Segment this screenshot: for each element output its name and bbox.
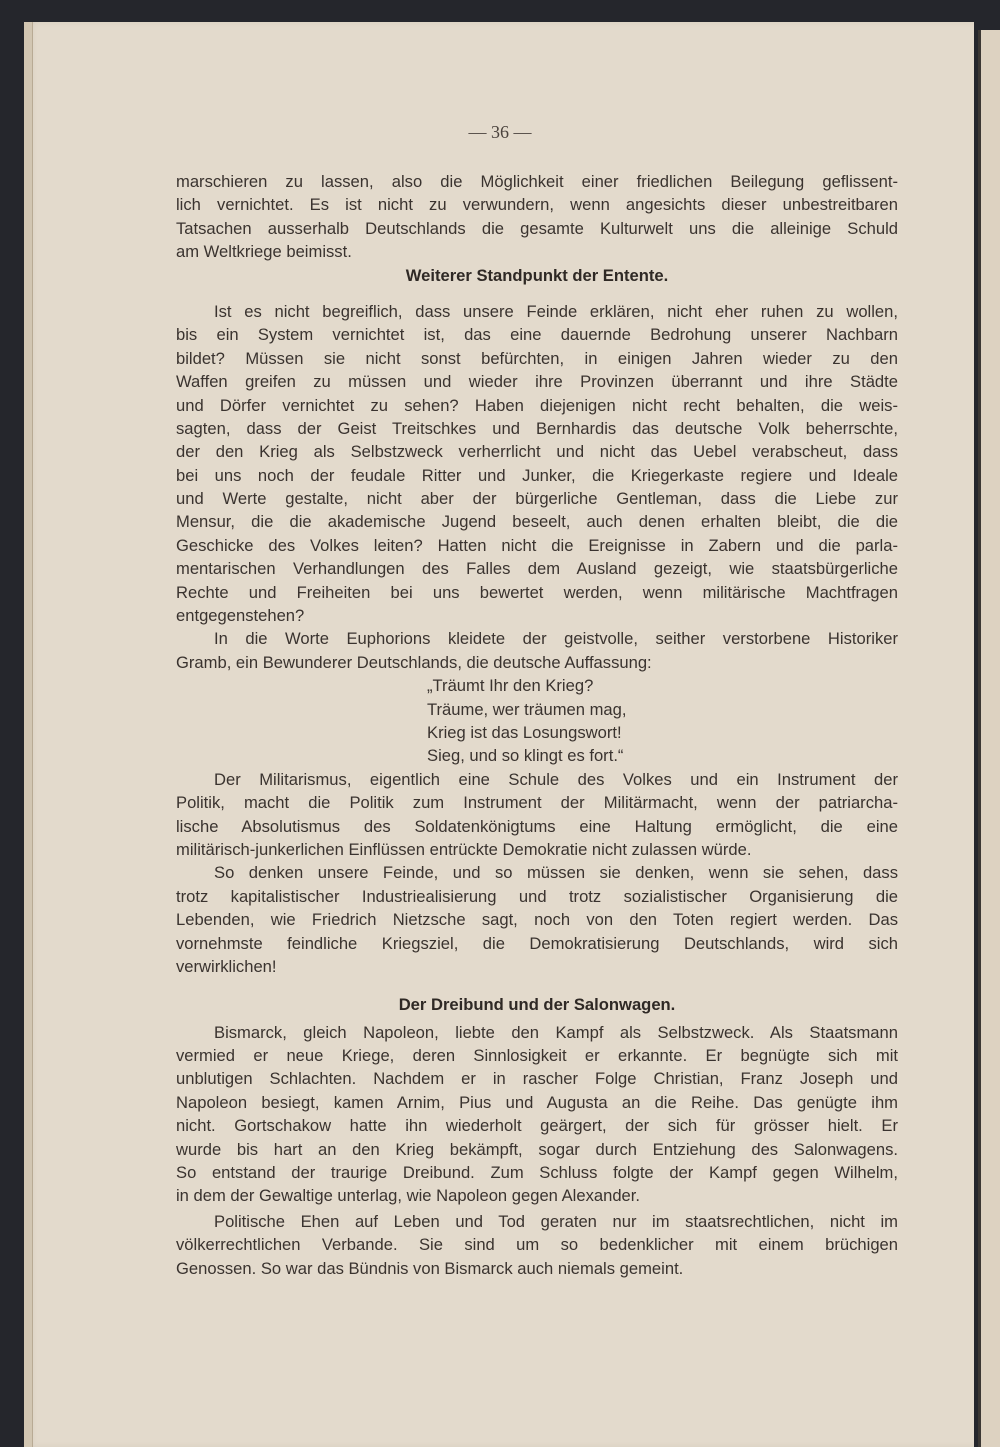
poem-quote — [176, 674, 898, 768]
text-line: Politische Ehen auf Leben und Tod geraten nur im staatsrechtlichen, nicht im — [214, 1211, 898, 1231]
text-line: Krieg ist das Losungswort! — [427, 722, 622, 742]
text-line: bildet? Müssen sie nicht sonst befürchten, in einigen Jahren wieder zu den — [176, 348, 898, 368]
text-line: trotz kapitalistischer Industriealisierung und trotz sozialistischer Organisierung die — [176, 886, 898, 906]
text-line: Der Militarismus, eigentlich eine Schule des Volkes und ein Instrument der — [214, 769, 898, 789]
text-line: So denken unsere Feinde, und so müssen sie denken, wenn sie sehen, dass — [214, 863, 898, 883]
text-line: „Träumt Ihr den Krieg? — [427, 676, 594, 696]
paragraph — [176, 170, 898, 264]
page-number: — 36 — — [468, 122, 532, 142]
text-line: mentarischen Verhandlungen des Falles dem Ausland gezeigt, wie staatsbürgerliche — [176, 559, 898, 579]
text-line: Napoleon besiegt, kamen Arnim, Pius und Augusta an die Reihe. Das genügte ihm — [176, 1092, 898, 1112]
text-line: So entstand der traurige Dreibund. Zum Schluss folgte der Kampf gegen Wilhelm, — [176, 1163, 898, 1183]
text-line: Politik, macht die Politik zum Instrument der Militärmacht, wenn der patriarcha- — [176, 793, 898, 813]
text-line: sagten, dass der Geist Treitschkes und Bernhardis das deutsche Volk beherrschte, — [176, 418, 898, 438]
text-line: In die Worte Euphorions kleidete der geistvolle, seither verstorbene Historiker — [214, 629, 898, 649]
text-line: nicht. Gortschakow hatte ihn wiederholt geärgert, der sich für grösser hielt. Er — [176, 1116, 898, 1136]
text-line: bis ein System vernichtet ist, das eine dauernde Bedrohung unserer Nachbarn — [176, 325, 898, 345]
text-line: militärisch-junkerlichen Einflüssen entrückte Demokratie nicht zulassen würde. — [176, 839, 752, 859]
paragraph — [176, 627, 898, 674]
text-line: Lebenden, wie Friedrich Nietzsche sagt, noch von den Toten regiert werden. Das — [176, 910, 898, 930]
body-text — [176, 170, 898, 1280]
paragraph — [176, 1210, 898, 1280]
text-line: am Weltkriege beimisst. — [176, 242, 352, 262]
text-line: der den Krieg als Selbstzweck verherrlicht und nicht das Uebel verabscheut, dass — [176, 442, 898, 462]
text-line: marschieren zu lassen, also die Möglichkeit einer friedlichen Beilegung geflissent- — [176, 172, 898, 191]
text-line: Träume, wer träumen mag, — [427, 699, 627, 719]
text-line: vornehmste feindliche Kriegsziel, die Demokratisierung Deutschlands, wird sich — [176, 933, 898, 953]
section-heading: Weiterer Standpunkt der Entente. — [405, 265, 669, 285]
text-line: Sieg, und so klingt es fort.“ — [427, 746, 624, 766]
paragraph — [176, 300, 898, 627]
text-line: Genossen. So war das Bündnis von Bismarck auch niemals gemeint. — [176, 1258, 684, 1278]
text-line: Mensur, die die akademische Jugend beseelt, auch denen erhalten bleibt, die die — [176, 512, 898, 532]
text-line: und Werte gestalte, nicht aber der bürgerliche Gentleman, dass die Liebe zur — [176, 489, 898, 509]
text-line: entgegenstehen? — [176, 606, 305, 626]
text-line: lich vernichtet. Es ist nicht zu verwundern, wenn angesichts dieser unbestreitbaren — [176, 195, 898, 215]
text-line: Tatsachen ausserhalb Deutschlands die gesamte Kulturwelt uns die alleinige Schuld — [176, 218, 898, 238]
text-line: Waffen greifen zu müssen und wieder ihre Provinzen überrannt und ihre Städte — [176, 372, 898, 392]
text-line: unblutigen Schlachten. Nachdem er in rascher Folge Christian, Franz Joseph und — [176, 1069, 898, 1089]
text-line: Bismarck, gleich Napoleon, liebte den Kampf als Selbstzweck. Als Staatsmann — [214, 1022, 898, 1042]
text-line: Ist es nicht begreiflich, dass unsere Feinde erklären, nicht eher ruhen zu wollen, — [214, 301, 898, 321]
page-edge — [24, 22, 33, 1447]
text-line: wurde bis hart an den Krieg bekämpft, sogar durch Entziehung des Salonwagens. — [176, 1139, 898, 1159]
text-line: verwirklichen! — [176, 956, 277, 976]
text-line: vermied er neue Kriege, deren Sinnlosigkeit er erkannte. Er begnügte sich mit — [176, 1046, 898, 1066]
text-line: in dem der Gewaltige unterlag, wie Napoleon gegen Alexander. — [176, 1186, 641, 1206]
text-line: und Dörfer vernichtet zu sehen? Haben diejenigen nicht recht behalten, die weis- — [176, 395, 898, 415]
text-line: bei uns noch der feudale Ritter und Junker, die Kriegerkaste regiere und Ideale — [176, 465, 898, 485]
text-line: lische Absolutismus des Soldatenkönigtums eine Haltung ermöglicht, die eine — [176, 816, 898, 836]
text-line: Rechte und Freiheiten bei uns bewertet werden, wenn militärische Machtfragen — [176, 582, 898, 602]
paragraph — [176, 1021, 898, 1208]
section-heading: Der Dreibund und der Salonwagen. — [398, 995, 676, 1015]
text-line: völkerrechtlichen Verbande. Sie sind um so bedenklicher mit einem brüchigen — [176, 1235, 898, 1255]
paragraph — [176, 768, 898, 862]
text-line: Gramb, ein Bewunderer Deutschlands, die deutsche Auffassung: — [176, 652, 652, 672]
next-page-edge — [978, 30, 1000, 1447]
paragraph — [176, 861, 898, 978]
text-line: Geschicke des Volkes leiten? Hatten nicht die Ereignisse in Zabern und die parla- — [176, 535, 898, 555]
